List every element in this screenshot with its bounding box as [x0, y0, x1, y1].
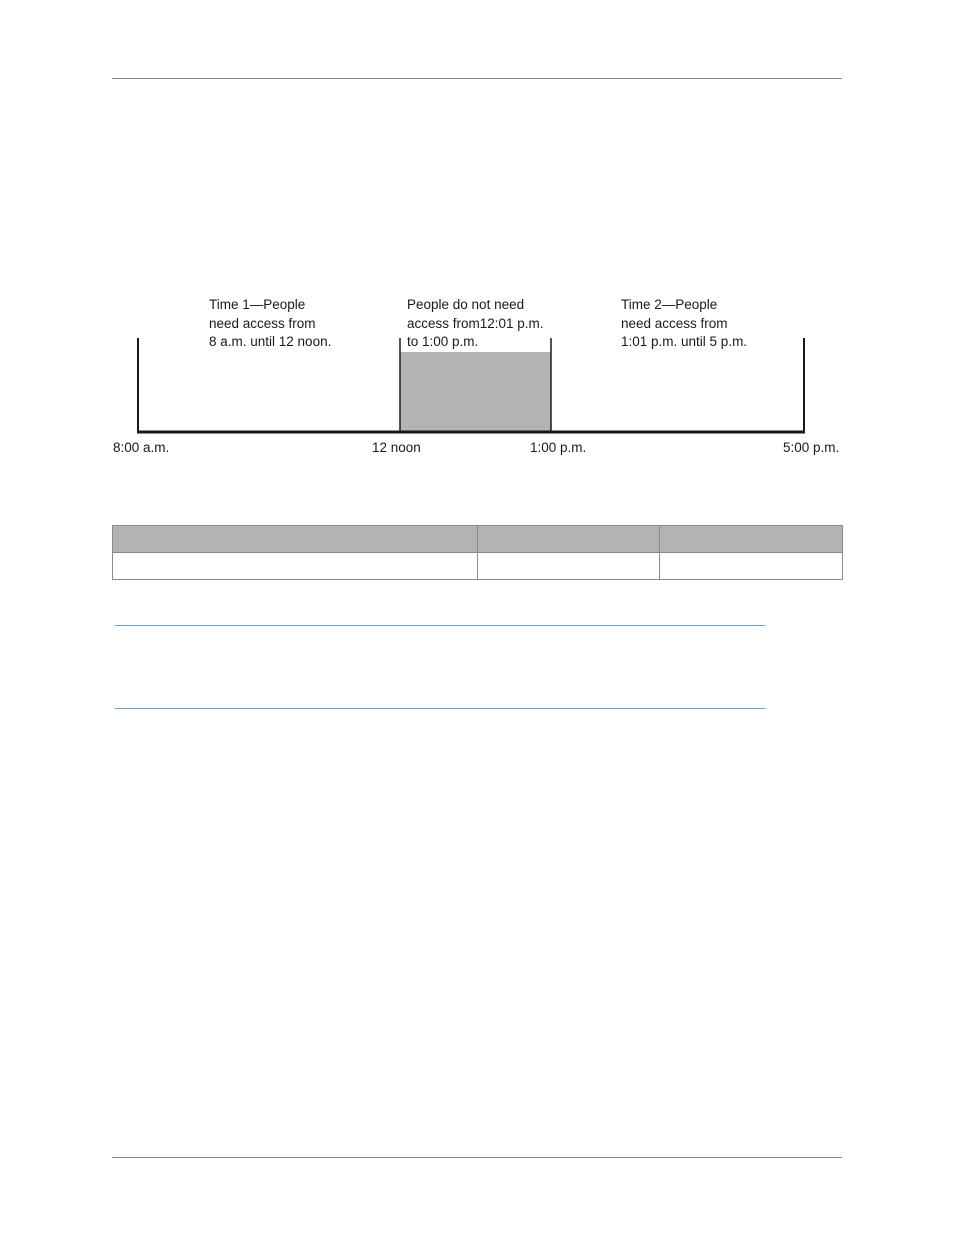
time1-annotation-line-3: 8 a.m. until 12 noon. — [209, 334, 332, 349]
time2-annotation-line-2: need access from — [621, 316, 728, 331]
gap-annotation-line-2: access from12:01 p.m. — [407, 316, 544, 331]
table-row — [113, 553, 843, 580]
header-rule — [112, 78, 842, 79]
table-cell-3 — [660, 553, 843, 580]
time2-annotation-line-1: Time 2—People — [621, 297, 718, 312]
data-table — [112, 525, 842, 580]
axis-label-start: 8:00 a.m. — [113, 440, 170, 455]
time1-annotation-line-1: Time 1—People — [209, 297, 306, 312]
axis-label-one-pm: 1:00 p.m. — [530, 440, 587, 455]
table-header-row — [113, 526, 843, 553]
table-cell-2 — [478, 553, 660, 580]
table-grid — [112, 525, 843, 580]
note-box — [115, 625, 765, 709]
time2-annotation-line-3: 1:01 p.m. until 5 p.m. — [621, 334, 748, 349]
table-header-cell-3 — [660, 526, 843, 553]
gap-annotation-line-3: to 1:00 p.m. — [407, 334, 479, 349]
table-cell-1 — [113, 553, 478, 580]
time1-annotation-line-2: need access from — [209, 316, 316, 331]
axis-label-end: 5:00 p.m. — [783, 440, 840, 455]
timeline-svg — [100, 285, 860, 475]
axis-label-noon: 12 noon — [372, 440, 421, 455]
access-time-diagram — [100, 285, 860, 475]
no-access-block — [400, 352, 551, 431]
footer-rule — [112, 1157, 842, 1158]
table-header-cell-2 — [478, 526, 660, 553]
gap-annotation-line-1: People do not need — [407, 297, 525, 312]
table-header-cell-1 — [113, 526, 478, 553]
